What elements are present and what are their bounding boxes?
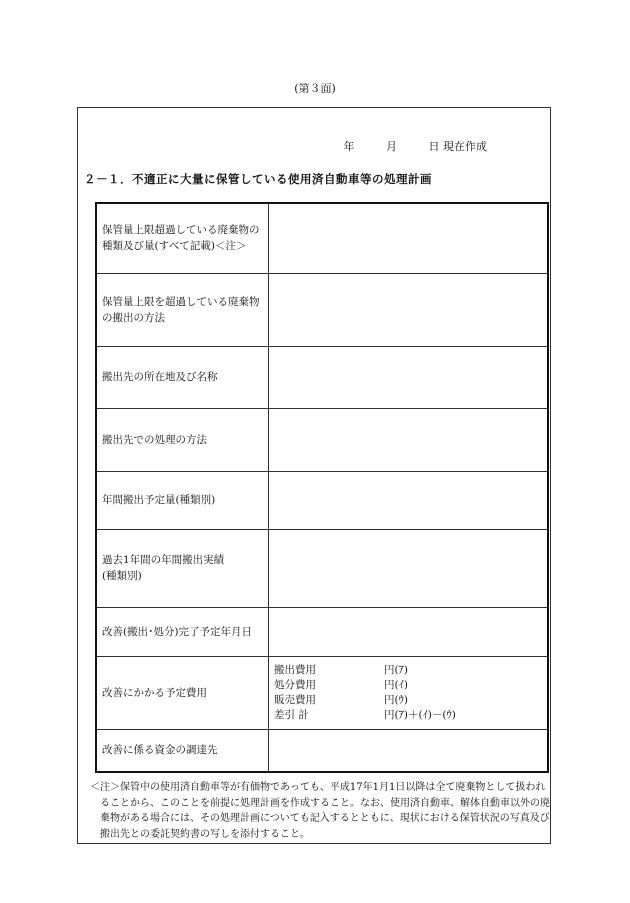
year-label: 年	[343, 140, 355, 153]
table-row	[96, 408, 548, 471]
cost-line	[274, 708, 542, 723]
row-label: 保管量上限を超過している廃棄物の搬出の方法	[96, 273, 269, 346]
cost-line	[274, 678, 542, 693]
table-row	[96, 607, 548, 656]
cost-unit: 円(ｲ)	[384, 678, 408, 691]
table-row	[96, 471, 548, 529]
cost-line	[274, 663, 542, 678]
day-label: 日	[428, 140, 440, 153]
row-value-field[interactable]	[269, 346, 549, 408]
table-row	[96, 529, 548, 607]
row-label: 年間搬出予定量(種類別)	[96, 471, 269, 529]
row-label: 改善に係る資金の調達先	[96, 729, 269, 772]
form-frame	[77, 107, 551, 844]
row-label: 改善(搬出･処分)完了予定年月日	[96, 607, 269, 656]
row-label: 改善にかかる予定費用	[96, 656, 269, 729]
month-label: 月	[386, 140, 397, 153]
row-value-field[interactable]	[269, 408, 549, 471]
row-label: 保管量上限超過している廃棄物の種類及び量(すべて記載)＜注＞	[96, 203, 269, 273]
page-number-label: (第３面)	[294, 82, 336, 95]
table-row	[96, 203, 548, 273]
cost-name: 搬出費用	[274, 663, 316, 676]
row-value-field[interactable]	[269, 529, 549, 607]
table-row	[96, 729, 548, 772]
cost-unit: 円(ｳ)	[384, 693, 408, 706]
table-row	[96, 273, 548, 346]
section-title: ２－１．不適正に大量に保管している使用済自動車等の処理計画	[84, 172, 432, 186]
row-label: 搬出先での処理の方法	[96, 408, 269, 471]
row-value-field[interactable]	[269, 607, 549, 656]
cost-unit: 円(ｱ)＋(ｲ)－(ｳ)	[384, 708, 456, 721]
disposal-plan-table	[95, 202, 549, 773]
row-value-field[interactable]	[269, 729, 549, 772]
row-value-field[interactable]	[269, 471, 549, 529]
cost-breakdown[interactable]	[269, 656, 549, 729]
row-value-field[interactable]	[269, 273, 549, 346]
cost-name: 販売費用	[274, 693, 316, 706]
date-line	[78, 138, 487, 154]
table-row	[96, 656, 548, 729]
cost-unit: 円(ｱ)	[384, 663, 408, 676]
cost-line	[274, 693, 542, 708]
footnote: ＜注＞保管中の使用済自動車等が有価物であっても、平成17年1月1日以降は全て廃棄物として扱われることから、このことを前提に処理計画を作成すること。なお、使用済自動車、解体自動車以外の廃棄物がある場合には、その処理計画についても記入するとともに、現状における保管状況の写真及び搬出先との委託契約書の写しを添付すること。	[90, 782, 550, 840]
row-value-field[interactable]	[269, 203, 549, 273]
cost-name: 処分費用	[274, 678, 316, 691]
row-label: 過去1年間の年間搬出実績 (種類別)	[96, 529, 269, 607]
table-row	[96, 346, 548, 408]
cost-name: 差引 計	[274, 708, 309, 721]
row-label: 搬出先の所在地及び名称	[96, 346, 269, 408]
date-suffix: 現在作成	[443, 140, 487, 153]
